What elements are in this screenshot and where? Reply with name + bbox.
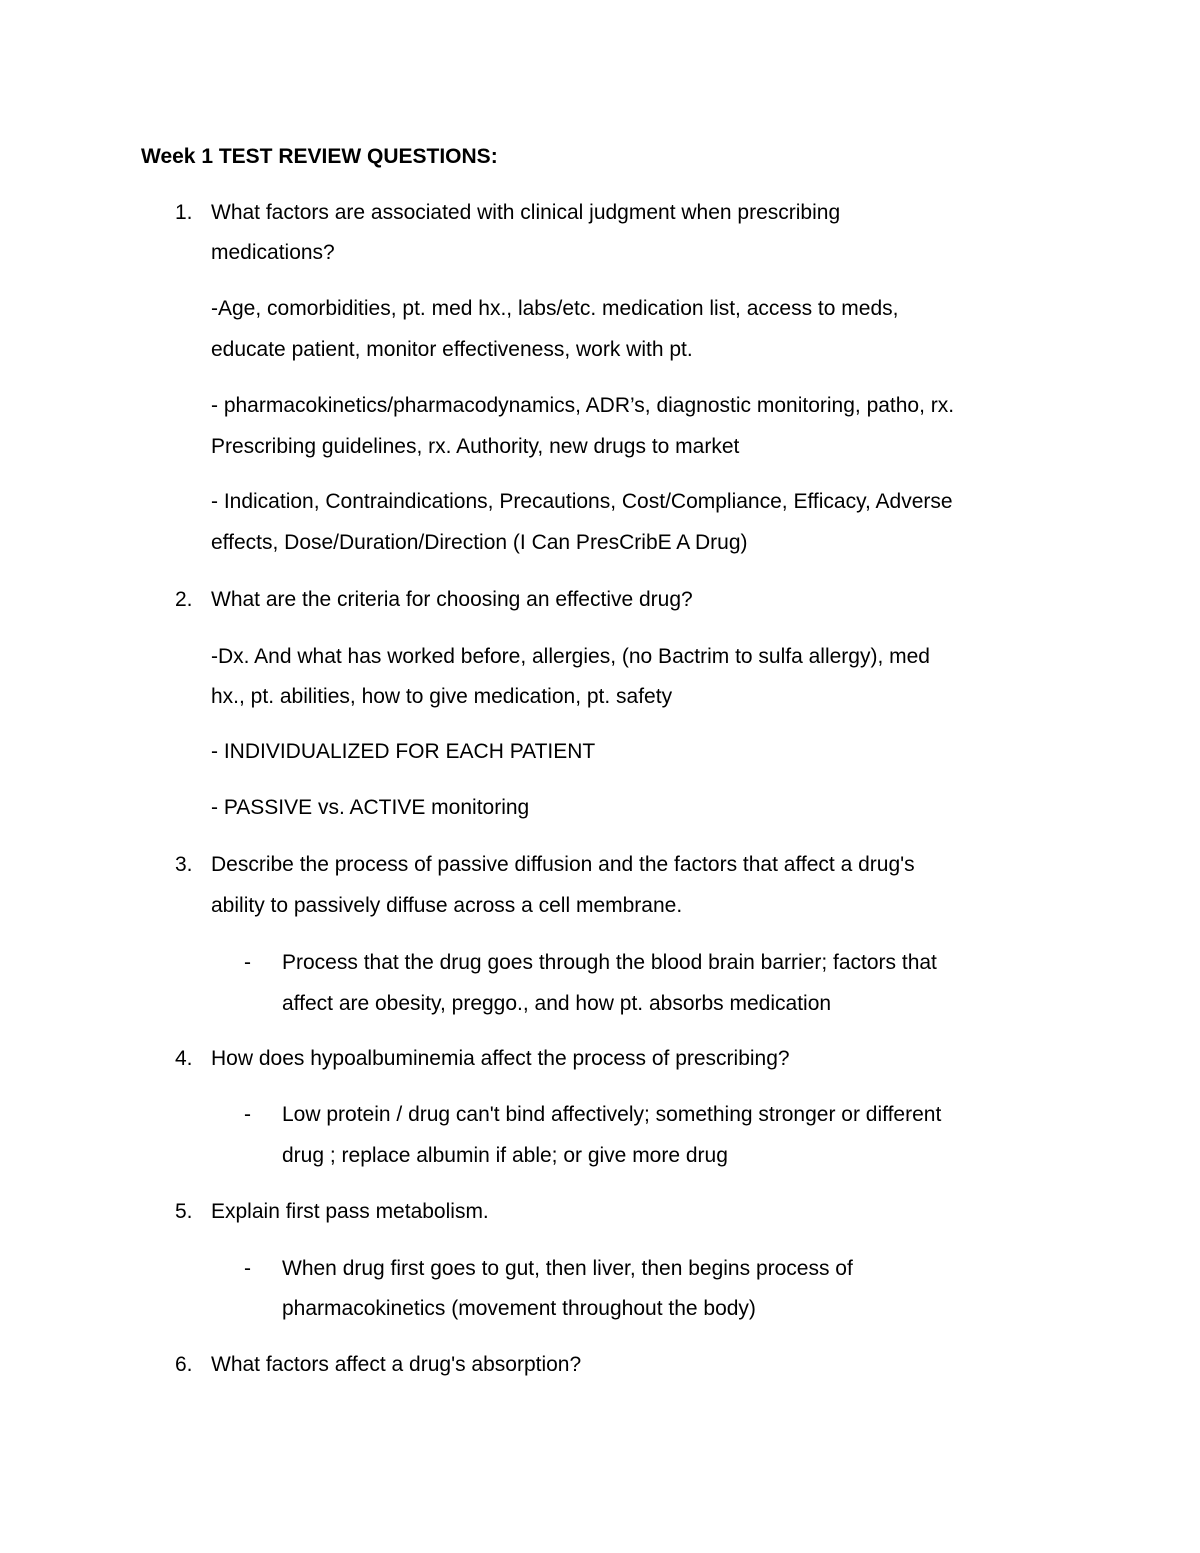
question-3-text: Describe the process of passive diffusion and the factors that affect a drug's [211,853,915,876]
answer-3: affect are obesity, preggo., and how pt. absorbs medication [282,992,832,1015]
question-4-number: 4. [175,1047,193,1070]
answer-2-a: hx., pt. abilities, how to give medication, pt. safety [211,685,673,708]
answer-5: When drug first goes to gut, then liver, then begins process of [282,1257,853,1280]
answer-1-a: educate patient, monitor effectiveness, work with pt. [211,338,693,361]
answer-2-b: - INDIVIDUALIZED FOR EACH PATIENT [211,740,596,763]
answer-2-c: - PASSIVE vs. ACTIVE monitoring [211,796,530,819]
bullet-dash: - [244,1103,251,1126]
answer-1-a: -Age, comorbidities, pt. med hx., labs/etc. medication list, access to meds, [211,297,899,320]
answer-1-b: - pharmacokinetics/pharmacodynamics, ADR’s, diagnostic monitoring, patho, rx. [211,394,955,417]
bullet-dash: - [244,1257,251,1280]
question-5-number: 5. [175,1200,193,1223]
page-title: Week 1 TEST REVIEW QUESTIONS: [141,145,498,168]
question-4-text: How does hypoalbuminemia affect the process of prescribing? [211,1047,790,1070]
answer-1-c: - Indication, Contraindications, Precautions, Cost/Compliance, Efficacy, Adverse [211,490,953,513]
answer-2-a: -Dx. And what has worked before, allergies, (no Bactrim to sulfa allergy), med [211,645,930,668]
answer-1-c: effects, Dose/Duration/Direction (I Can PresCribE A Drug) [211,531,748,554]
question-3-number: 3. [175,853,193,876]
answer-3: Process that the drug goes through the blood brain barrier; factors that [282,951,937,974]
answer-4: Low protein / drug can't bind affectively; something stronger or different [282,1103,942,1126]
question-1-text: What factors are associated with clinical judgment when prescribing [211,201,841,224]
question-5-text: Explain first pass metabolism. [211,1200,489,1223]
question-6-number: 6. [175,1353,193,1376]
bullet-dash: - [244,951,251,974]
answer-4: drug ; replace albumin if able; or give more drug [282,1144,728,1167]
question-1-text: medications? [211,241,335,264]
question-2-text: What are the criteria for choosing an effective drug? [211,588,693,611]
question-1-number: 1. [175,201,193,224]
question-3-text: ability to passively diffuse across a cell membrane. [211,894,683,917]
question-2-number: 2. [175,588,193,611]
answer-5: pharmacokinetics (movement throughout the body) [282,1297,756,1320]
question-6-text: What factors affect a drug's absorption? [211,1353,582,1376]
answer-1-b: Prescribing guidelines, rx. Authority, new drugs to market [211,435,740,458]
